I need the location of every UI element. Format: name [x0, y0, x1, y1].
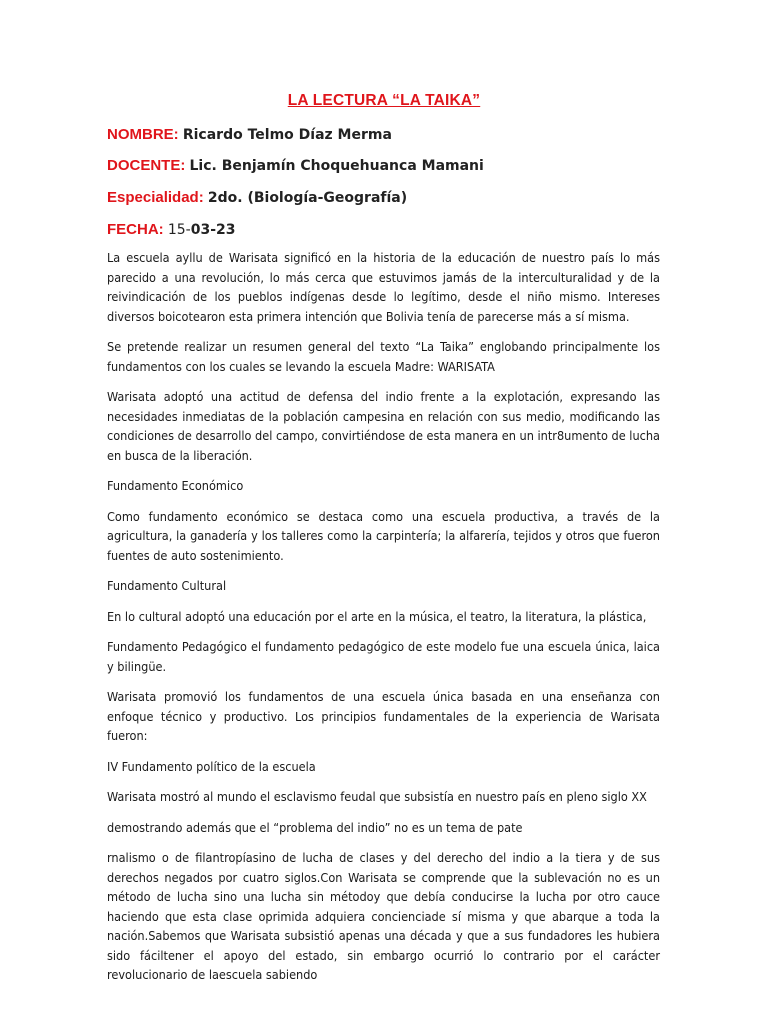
field-nombre-label: NOMBRE: [107, 126, 179, 143]
paragraph: Warisata promovió los fundamentos de una escuela única basada en una enseñanza con enfoque técnico y productivo. Los principios fundamentales de la experiencia de Warisata fueron: [107, 689, 660, 743]
field-especialidad-value: 2do. (Biología-Geografía) [207, 190, 408, 206]
field-docente-value: Lic. Benjamín Choquehuanca Mamani [189, 158, 484, 174]
document-body [107, 248, 660, 996]
field-fecha-value-day: 15- [167, 222, 191, 238]
field-especialidad-label: Especialidad: [107, 189, 204, 206]
paragraph: demostrando además que el “problema del indio” no es un tema de pate [107, 819, 523, 835]
field-docente-label: DOCENTE: [107, 157, 186, 174]
document-title: LA LECTURA “LA TAIKA” [287, 92, 481, 109]
field-fecha-label: FECHA: [107, 221, 164, 238]
section-heading: IV Fundamento político de la escuela [107, 758, 316, 774]
paragraph: En lo cultural adoptó una educación por el arte en la música, el teatro, la literatura, la plástica, [107, 608, 647, 624]
paragraph: Warisata mostró al mundo el esclavismo feudal que subsistía en nuestro país en pleno siglo XX [107, 789, 647, 804]
field-nombre-value: Ricardo Telmo Díaz Merma [182, 127, 392, 143]
paragraph: Warisata adoptó una actitud de defensa del indio frente a la explotación, expresando las necesidades inmediatas de la población campesina en relación con sus medio, modificando las condiciones de desarrollo del campo, convirtiéndose de esta manera en un intr8umento de lucha en busca de la liberación. [107, 389, 660, 463]
field-fecha [107, 221, 236, 238]
section-heading: Fundamento Económico [107, 478, 244, 493]
paragraph: Fundamento Pedagógico el fundamento pedagógico de este modelo fue una escuela única, laica y bilingüe. [107, 639, 660, 674]
paragraph: Se pretende realizar un resumen general del texto “La Taika” englobando principalmente los fundamentos con los cuales se levando la escuela Madre: WARISATA [107, 339, 660, 374]
paragraph: Como fundamento económico se destaca como una escuela productiva, a través de la agricultura, la ganadería y los talleres como la carpintería; la alfarería, tejidos y otros que fueron fuentes de auto sostenimiento. [107, 508, 660, 563]
field-especialidad [107, 189, 407, 206]
field-docente [107, 157, 484, 174]
field-fecha-value-rest: 03-23 [190, 222, 236, 238]
paragraph: La escuela ayllu de Warisata significó en la historia de la educación de nuestro país lo más parecido a una revolución, lo más cerca que estuvimos jamás de la interculturalidad y de la reivindicación de los pueblos indígenas desde lo legítimo, desde el niño mismo. Intereses diversos boicotearon esta primera intención que Bolivia tenía de parecerse más a sí misma. [107, 250, 660, 324]
field-nombre [107, 126, 392, 143]
paragraph: rnalismo o de filantropíasino de lucha de clases y del derecho del indio a la tiera y de sus derechos negados por cuatro siglos.Con Warisata se comprende que la sublevación no es un método de lucha sino una lucha sin métodoy que debía conducirse la lucha por otro cauce haciendo que esta clase oprimida adquiera concienciade sí misma y que abarque a toda la nación.Sabemos que Warisata subsistió apenas una década y que a sus fundadores les hubiera sido fáciltener el apoyo del estado, sin embargo ocurrió lo contrario por el carácter revolucionario de laescuela sabiendo [107, 850, 660, 982]
section-heading: Fundamento Cultural [107, 578, 227, 593]
